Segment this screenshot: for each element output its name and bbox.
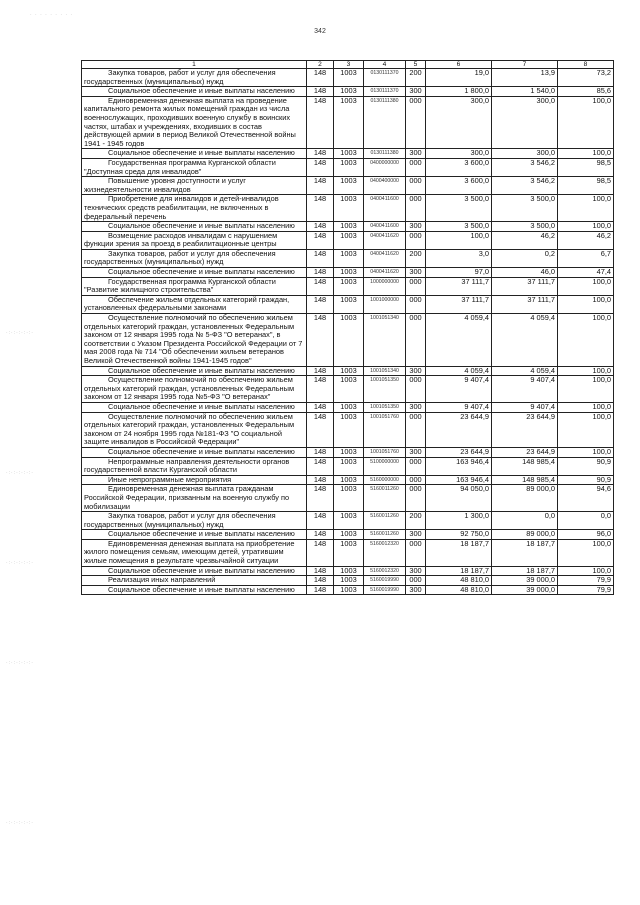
row-plan-cell: 97,0 bbox=[426, 268, 492, 278]
row-name-cell: Повышение уровня доступности и услуг жизнедеятельности инвалидов bbox=[82, 177, 307, 195]
row-grbs-cell: 148 bbox=[307, 412, 334, 447]
table-row bbox=[82, 376, 614, 403]
row-target-article-cell: 5160012320 bbox=[364, 539, 406, 566]
row-plan-cell: 300,0 bbox=[426, 96, 492, 149]
row-section-cell: 1003 bbox=[334, 249, 364, 267]
table-row bbox=[82, 314, 614, 367]
row-percent-cell: 6,7 bbox=[558, 249, 614, 267]
row-section-cell: 1003 bbox=[334, 566, 364, 576]
table-row bbox=[82, 177, 614, 195]
row-execution-cell: 148 985,4 bbox=[492, 475, 558, 485]
row-expense-type-cell: 300 bbox=[406, 366, 426, 376]
row-expense-type-cell: 300 bbox=[406, 585, 426, 595]
table-row bbox=[82, 447, 614, 457]
row-section-cell: 1003 bbox=[334, 231, 364, 249]
row-name-cell: Закупка товаров, работ и услуг для обеспечения государственных (муниципальных) нужд bbox=[82, 249, 307, 267]
row-plan-cell: 18 187,7 bbox=[426, 539, 492, 566]
row-plan-cell: 3 500,0 bbox=[426, 195, 492, 222]
row-section-cell: 1003 bbox=[334, 457, 364, 475]
row-plan-cell: 19,0 bbox=[426, 69, 492, 87]
row-name-cell: Закупка товаров, работ и услуг для обеспечения государственных (муниципальных) нужд bbox=[82, 512, 307, 530]
row-expense-type-cell: 000 bbox=[406, 376, 426, 403]
row-target-article-cell: 0400411600 bbox=[364, 222, 406, 232]
row-target-article-cell: 5160000000 bbox=[364, 475, 406, 485]
table-row bbox=[82, 530, 614, 540]
row-execution-cell: 37 111,7 bbox=[492, 295, 558, 313]
row-percent-cell: 90,9 bbox=[558, 475, 614, 485]
row-name-cell: Социальное обеспечение и иные выплаты населению bbox=[82, 585, 307, 595]
row-percent-cell: 100,0 bbox=[558, 566, 614, 576]
row-percent-cell: 100,0 bbox=[558, 149, 614, 159]
table-row bbox=[82, 295, 614, 313]
row-section-cell: 1003 bbox=[334, 69, 364, 87]
row-name-cell: Непрограммные направления деятельности органов государственной власти Курганской области bbox=[82, 457, 307, 475]
row-section-cell: 1003 bbox=[334, 149, 364, 159]
row-grbs-cell: 148 bbox=[307, 366, 334, 376]
row-target-article-cell: 0130111370 bbox=[364, 69, 406, 87]
row-name-cell: Государственная программа Курганской области "Доступная среда для инвалидов" bbox=[82, 158, 307, 176]
row-section-cell: 1003 bbox=[334, 376, 364, 403]
column-header: 6 bbox=[426, 61, 492, 69]
row-section-cell: 1003 bbox=[334, 158, 364, 176]
row-execution-cell: 23 644,9 bbox=[492, 447, 558, 457]
row-plan-cell: 163 946,4 bbox=[426, 457, 492, 475]
table-row bbox=[82, 512, 614, 530]
row-grbs-cell: 148 bbox=[307, 177, 334, 195]
row-name-cell: Государственная программа Курганской области "Развитие жилищного строительства" bbox=[82, 277, 307, 295]
row-name-cell: Единовременная денежная выплата гражданам Российской Федерации, призванным на военную службу по мобилизации bbox=[82, 485, 307, 512]
column-header: 2 bbox=[307, 61, 334, 69]
row-grbs-cell: 148 bbox=[307, 376, 334, 403]
row-name-cell: Социальное обеспечение и иные выплаты населению bbox=[82, 530, 307, 540]
row-plan-cell: 94 050,0 bbox=[426, 485, 492, 512]
row-expense-type-cell: 000 bbox=[406, 412, 426, 447]
row-execution-cell: 39 000,0 bbox=[492, 576, 558, 586]
row-section-cell: 1003 bbox=[334, 530, 364, 540]
row-percent-cell: 100,0 bbox=[558, 295, 614, 313]
row-percent-cell: 98,5 bbox=[558, 177, 614, 195]
row-section-cell: 1003 bbox=[334, 475, 364, 485]
row-expense-type-cell: 000 bbox=[406, 475, 426, 485]
row-section-cell: 1003 bbox=[334, 268, 364, 278]
row-section-cell: 1003 bbox=[334, 195, 364, 222]
row-target-article-cell: 5160011260 bbox=[364, 512, 406, 530]
row-percent-cell: 100,0 bbox=[558, 222, 614, 232]
row-section-cell: 1003 bbox=[334, 485, 364, 512]
row-name-cell: Единовременная денежная выплата на проведение капитального ремонта жилых помещений граждан из числа военнослужащих, проходивших военную службу в воинских частях, штабах и учреждениях, входивших в состав действующей армии в период Великой Отечественной войны 1941 - 1945 годов bbox=[82, 96, 307, 149]
row-plan-cell: 163 946,4 bbox=[426, 475, 492, 485]
row-grbs-cell: 148 bbox=[307, 314, 334, 367]
row-execution-cell: 0,0 bbox=[492, 512, 558, 530]
row-plan-cell: 1 300,0 bbox=[426, 512, 492, 530]
row-expense-type-cell: 000 bbox=[406, 96, 426, 149]
row-expense-type-cell: 300 bbox=[406, 87, 426, 97]
row-expense-type-cell: 200 bbox=[406, 249, 426, 267]
row-execution-cell: 9 407,4 bbox=[492, 376, 558, 403]
row-percent-cell: 100,0 bbox=[558, 412, 614, 447]
row-execution-cell: 3 546,2 bbox=[492, 177, 558, 195]
row-plan-cell: 23 644,9 bbox=[426, 412, 492, 447]
row-plan-cell: 48 810,0 bbox=[426, 585, 492, 595]
row-percent-cell: 100,0 bbox=[558, 96, 614, 149]
row-section-cell: 1003 bbox=[334, 222, 364, 232]
row-target-article-cell: 0130111380 bbox=[364, 149, 406, 159]
row-percent-cell: 94,6 bbox=[558, 485, 614, 512]
row-expense-type-cell: 000 bbox=[406, 539, 426, 566]
row-expense-type-cell: 000 bbox=[406, 277, 426, 295]
scan-artifact: ·:·:·:·:·:· bbox=[6, 470, 34, 476]
row-name-cell: Социальное обеспечение и иные выплаты населению bbox=[82, 87, 307, 97]
row-grbs-cell: 148 bbox=[307, 402, 334, 412]
row-plan-cell: 37 111,7 bbox=[426, 277, 492, 295]
row-plan-cell: 4 059,4 bbox=[426, 314, 492, 367]
row-expense-type-cell: 300 bbox=[406, 149, 426, 159]
table-row bbox=[82, 539, 614, 566]
row-name-cell: Возмещение расходов инвалидам с нарушением функции зрения за проезд в реабилитационные центры bbox=[82, 231, 307, 249]
row-execution-cell: 300,0 bbox=[492, 96, 558, 149]
row-name-cell: Социальное обеспечение и иные выплаты населению bbox=[82, 447, 307, 457]
row-name-cell: Социальное обеспечение и иные выплаты населению bbox=[82, 402, 307, 412]
row-target-article-cell: 0400411620 bbox=[364, 249, 406, 267]
row-section-cell: 1003 bbox=[334, 177, 364, 195]
table-row bbox=[82, 576, 614, 586]
row-name-cell: Социальное обеспечение и иные выплаты населению bbox=[82, 149, 307, 159]
row-grbs-cell: 148 bbox=[307, 566, 334, 576]
scan-artifact: ·:·:·:·:·:· bbox=[6, 660, 34, 666]
row-name-cell: Иные непрограммные мероприятия bbox=[82, 475, 307, 485]
row-execution-cell: 3 546,2 bbox=[492, 158, 558, 176]
row-target-article-cell: 5160011260 bbox=[364, 485, 406, 512]
row-percent-cell: 79,9 bbox=[558, 585, 614, 595]
row-percent-cell: 100,0 bbox=[558, 366, 614, 376]
column-header: 3 bbox=[334, 61, 364, 69]
row-name-cell: Социальное обеспечение и иные выплаты населению bbox=[82, 222, 307, 232]
row-plan-cell: 9 407,4 bbox=[426, 376, 492, 403]
row-expense-type-cell: 300 bbox=[406, 268, 426, 278]
row-execution-cell: 89 000,0 bbox=[492, 485, 558, 512]
row-plan-cell: 300,0 bbox=[426, 149, 492, 159]
row-expense-type-cell: 300 bbox=[406, 222, 426, 232]
row-expense-type-cell: 300 bbox=[406, 447, 426, 457]
row-grbs-cell: 148 bbox=[307, 512, 334, 530]
table-row bbox=[82, 402, 614, 412]
row-expense-type-cell: 200 bbox=[406, 512, 426, 530]
row-expense-type-cell: 300 bbox=[406, 402, 426, 412]
row-execution-cell: 3 500,0 bbox=[492, 195, 558, 222]
row-expense-type-cell: 000 bbox=[406, 231, 426, 249]
row-plan-cell: 3 500,0 bbox=[426, 222, 492, 232]
row-grbs-cell: 148 bbox=[307, 539, 334, 566]
row-grbs-cell: 148 bbox=[307, 231, 334, 249]
table-row bbox=[82, 277, 614, 295]
row-plan-cell: 23 644,9 bbox=[426, 447, 492, 457]
row-section-cell: 1003 bbox=[334, 314, 364, 367]
row-target-article-cell: 0400411620 bbox=[364, 231, 406, 249]
table-row bbox=[82, 69, 614, 87]
table-row bbox=[82, 475, 614, 485]
row-grbs-cell: 148 bbox=[307, 87, 334, 97]
row-target-article-cell: 0130111380 bbox=[364, 96, 406, 149]
row-plan-cell: 9 407,4 bbox=[426, 402, 492, 412]
scan-artifact: ·:·:·:·:·:· bbox=[6, 560, 34, 566]
row-section-cell: 1003 bbox=[334, 87, 364, 97]
scan-artifact: · · · · · · · · · bbox=[30, 12, 74, 18]
row-grbs-cell: 148 bbox=[307, 530, 334, 540]
row-execution-cell: 4 059,4 bbox=[492, 314, 558, 367]
row-grbs-cell: 148 bbox=[307, 295, 334, 313]
row-execution-cell: 148 985,4 bbox=[492, 457, 558, 475]
row-execution-cell: 4 059,4 bbox=[492, 366, 558, 376]
row-target-article-cell: 5160019990 bbox=[364, 576, 406, 586]
row-target-article-cell: 5160012320 bbox=[364, 566, 406, 576]
row-execution-cell: 46,2 bbox=[492, 231, 558, 249]
table-row bbox=[82, 457, 614, 475]
row-target-article-cell: 0130111370 bbox=[364, 87, 406, 97]
row-execution-cell: 46,0 bbox=[492, 268, 558, 278]
row-section-cell: 1003 bbox=[334, 539, 364, 566]
row-target-article-cell: 5160011260 bbox=[364, 530, 406, 540]
column-header: 1 bbox=[82, 61, 307, 69]
row-grbs-cell: 148 bbox=[307, 485, 334, 512]
row-section-cell: 1003 bbox=[334, 576, 364, 586]
scan-artifact: ·:·:·:·:·:· bbox=[6, 820, 34, 826]
row-expense-type-cell: 300 bbox=[406, 566, 426, 576]
row-target-article-cell: 0400411600 bbox=[364, 195, 406, 222]
row-percent-cell: 96,0 bbox=[558, 530, 614, 540]
row-percent-cell: 0,0 bbox=[558, 512, 614, 530]
row-name-cell: Закупка товаров, работ и услуг для обеспечения государственных (муниципальных) нужд bbox=[82, 69, 307, 87]
row-grbs-cell: 148 bbox=[307, 585, 334, 595]
row-target-article-cell: 1001051350 bbox=[364, 376, 406, 403]
row-name-cell: Обеспечение жильем отдельных категорий граждан, установленных федеральными законами bbox=[82, 295, 307, 313]
row-plan-cell: 48 810,0 bbox=[426, 576, 492, 586]
row-grbs-cell: 148 bbox=[307, 447, 334, 457]
row-target-article-cell: 1001051760 bbox=[364, 412, 406, 447]
row-execution-cell: 3 500,0 bbox=[492, 222, 558, 232]
row-section-cell: 1003 bbox=[334, 512, 364, 530]
row-name-cell: Социальное обеспечение и иные выплаты населению bbox=[82, 566, 307, 576]
row-section-cell: 1003 bbox=[334, 585, 364, 595]
row-percent-cell: 100,0 bbox=[558, 277, 614, 295]
row-percent-cell: 100,0 bbox=[558, 539, 614, 566]
column-header: 4 bbox=[364, 61, 406, 69]
row-plan-cell: 1 800,0 bbox=[426, 87, 492, 97]
column-header: 8 bbox=[558, 61, 614, 69]
table-row bbox=[82, 366, 614, 376]
row-expense-type-cell: 300 bbox=[406, 530, 426, 540]
row-grbs-cell: 148 bbox=[307, 268, 334, 278]
row-plan-cell: 18 187,7 bbox=[426, 566, 492, 576]
row-percent-cell: 100,0 bbox=[558, 376, 614, 403]
row-execution-cell: 18 187,7 bbox=[492, 566, 558, 576]
row-execution-cell: 13,9 bbox=[492, 69, 558, 87]
row-plan-cell: 37 111,7 bbox=[426, 295, 492, 313]
row-plan-cell: 100,0 bbox=[426, 231, 492, 249]
row-plan-cell: 3 600,0 bbox=[426, 177, 492, 195]
row-plan-cell: 3,0 bbox=[426, 249, 492, 267]
table-row bbox=[82, 149, 614, 159]
table-row bbox=[82, 485, 614, 512]
row-target-article-cell: 0400400000 bbox=[364, 177, 406, 195]
page-number: 342 bbox=[314, 28, 326, 35]
row-execution-cell: 23 644,9 bbox=[492, 412, 558, 447]
row-percent-cell: 79,9 bbox=[558, 576, 614, 586]
row-grbs-cell: 148 bbox=[307, 475, 334, 485]
row-section-cell: 1003 bbox=[334, 96, 364, 149]
table-row bbox=[82, 87, 614, 97]
table-row bbox=[82, 268, 614, 278]
row-name-cell: Социальное обеспечение и иные выплаты населению bbox=[82, 366, 307, 376]
row-target-article-cell: 0400411620 bbox=[364, 268, 406, 278]
row-grbs-cell: 148 bbox=[307, 576, 334, 586]
row-execution-cell: 18 187,7 bbox=[492, 539, 558, 566]
row-grbs-cell: 148 bbox=[307, 249, 334, 267]
row-target-article-cell: 5100000000 bbox=[364, 457, 406, 475]
row-execution-cell: 37 111,7 bbox=[492, 277, 558, 295]
row-execution-cell: 1 540,0 bbox=[492, 87, 558, 97]
row-target-article-cell: 0400000000 bbox=[364, 158, 406, 176]
row-name-cell: Реализация иных направлений bbox=[82, 576, 307, 586]
row-percent-cell: 47,4 bbox=[558, 268, 614, 278]
row-expense-type-cell: 000 bbox=[406, 314, 426, 367]
row-plan-cell: 92 750,0 bbox=[426, 530, 492, 540]
table-row bbox=[82, 222, 614, 232]
row-percent-cell: 100,0 bbox=[558, 447, 614, 457]
row-target-article-cell: 1001051760 bbox=[364, 447, 406, 457]
row-grbs-cell: 148 bbox=[307, 457, 334, 475]
scan-artifact: ·:·:·:·:·:· bbox=[6, 330, 34, 336]
row-name-cell: Осуществление полномочий по обеспечению жильем отдельных категорий граждан, установленных Федеральным законом от 12 января 1995 года № 5-ФЗ "О ветеранах", в соответствии с Указом Президента Российской Федерации от 7 мая 2008 года № 714 "Об обеспечении жильем ветеранов Великой Отечественной войны 1941-1945 годов" bbox=[82, 314, 307, 367]
row-section-cell: 1003 bbox=[334, 447, 364, 457]
row-name-cell: Приобретение для инвалидов и детей-инвалидов технических средств реабилитации, не включенных в федеральный перечень bbox=[82, 195, 307, 222]
column-header: 7 bbox=[492, 61, 558, 69]
row-expense-type-cell: 000 bbox=[406, 485, 426, 512]
budget-table bbox=[81, 60, 614, 595]
row-plan-cell: 3 600,0 bbox=[426, 158, 492, 176]
row-expense-type-cell: 000 bbox=[406, 457, 426, 475]
row-execution-cell: 9 407,4 bbox=[492, 402, 558, 412]
table-row bbox=[82, 412, 614, 447]
table-row bbox=[82, 249, 614, 267]
row-grbs-cell: 148 bbox=[307, 158, 334, 176]
row-section-cell: 1003 bbox=[334, 366, 364, 376]
row-percent-cell: 100,0 bbox=[558, 195, 614, 222]
row-grbs-cell: 148 bbox=[307, 195, 334, 222]
row-expense-type-cell: 000 bbox=[406, 177, 426, 195]
row-percent-cell: 98,5 bbox=[558, 158, 614, 176]
table-row bbox=[82, 231, 614, 249]
table-row bbox=[82, 585, 614, 595]
row-grbs-cell: 148 bbox=[307, 222, 334, 232]
row-expense-type-cell: 000 bbox=[406, 295, 426, 313]
row-section-cell: 1003 bbox=[334, 402, 364, 412]
row-expense-type-cell: 000 bbox=[406, 576, 426, 586]
row-plan-cell: 4 059,4 bbox=[426, 366, 492, 376]
row-target-article-cell: 1001051340 bbox=[364, 366, 406, 376]
row-expense-type-cell: 000 bbox=[406, 158, 426, 176]
column-header: 5 bbox=[406, 61, 426, 69]
row-percent-cell: 100,0 bbox=[558, 314, 614, 367]
row-grbs-cell: 148 bbox=[307, 96, 334, 149]
row-grbs-cell: 148 bbox=[307, 69, 334, 87]
table-row bbox=[82, 96, 614, 149]
table-row bbox=[82, 566, 614, 576]
row-name-cell: Единовременная денежная выплата на приобретение жилого помещения семьям, имеющим детей, утратившим жилые помещения в результате чрезвычайной ситуации bbox=[82, 539, 307, 566]
row-percent-cell: 46,2 bbox=[558, 231, 614, 249]
table-row bbox=[82, 195, 614, 222]
row-section-cell: 1003 bbox=[334, 295, 364, 313]
row-percent-cell: 100,0 bbox=[558, 402, 614, 412]
row-name-cell: Осуществление полномочий по обеспечению жильем отдельных категорий граждан, установленных Федеральным законом от 12 января 1995 года №5-ФЗ "О ветеранах" bbox=[82, 376, 307, 403]
row-expense-type-cell: 000 bbox=[406, 195, 426, 222]
row-section-cell: 1003 bbox=[334, 412, 364, 447]
row-execution-cell: 89 000,0 bbox=[492, 530, 558, 540]
row-execution-cell: 300,0 bbox=[492, 149, 558, 159]
row-name-cell: Осуществление полномочий по обеспечению жильем отдельных категорий граждан, установленных Федеральным законом от 24 ноября 1995 года №181-ФЗ "О социальной защите инвалидов в Российской Федерации" bbox=[82, 412, 307, 447]
row-target-article-cell: 1001051340 bbox=[364, 314, 406, 367]
row-percent-cell: 73,2 bbox=[558, 69, 614, 87]
row-target-article-cell: 5160019990 bbox=[364, 585, 406, 595]
row-target-article-cell: 1001051350 bbox=[364, 402, 406, 412]
row-percent-cell: 90,9 bbox=[558, 457, 614, 475]
header-row bbox=[82, 61, 614, 69]
row-target-article-cell: 1000000000 bbox=[364, 277, 406, 295]
row-grbs-cell: 148 bbox=[307, 149, 334, 159]
table-row bbox=[82, 158, 614, 176]
row-name-cell: Социальное обеспечение и иные выплаты населению bbox=[82, 268, 307, 278]
row-execution-cell: 0,2 bbox=[492, 249, 558, 267]
row-grbs-cell: 148 bbox=[307, 277, 334, 295]
row-section-cell: 1003 bbox=[334, 277, 364, 295]
row-execution-cell: 39 000,0 bbox=[492, 585, 558, 595]
row-expense-type-cell: 200 bbox=[406, 69, 426, 87]
row-target-article-cell: 1001000000 bbox=[364, 295, 406, 313]
row-percent-cell: 85,6 bbox=[558, 87, 614, 97]
